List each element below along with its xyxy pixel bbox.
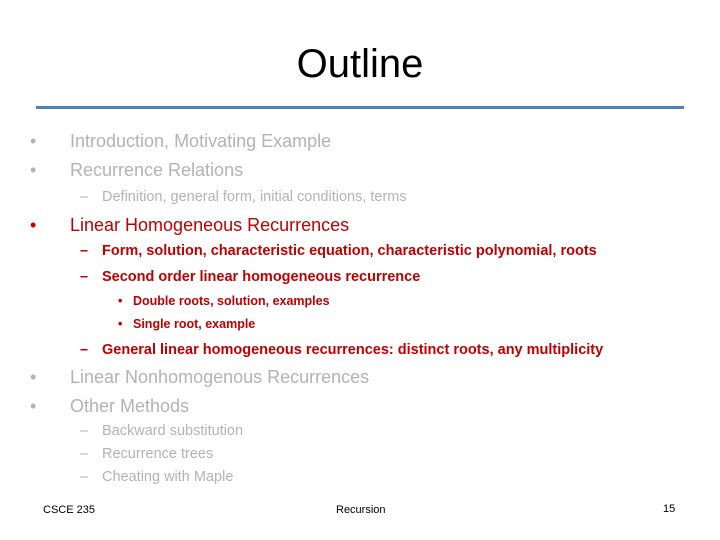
- item-text: Introduction, Motivating Example: [70, 131, 332, 151]
- item-text: Backward substitution: [102, 423, 244, 439]
- bullet-icon: •: [30, 367, 37, 387]
- slide-title: Outline: [296, 42, 424, 86]
- outline-item-linear-homogeneous: [30, 215, 349, 236]
- item-text: Double roots, solution, examples: [133, 294, 330, 308]
- item-text: Second order linear homogeneous recurrence: [102, 269, 421, 285]
- dash-icon: –: [80, 469, 89, 485]
- outline-subitem-second-order: [80, 269, 420, 285]
- dash-icon: –: [80, 423, 89, 439]
- item-text: General linear homogeneous recurrences: distinct roots, any multiplicity: [102, 342, 604, 358]
- bullet-icon: •: [30, 131, 37, 151]
- item-text: Definition, general form, initial conditions, terms: [102, 189, 407, 205]
- footer-topic: Recursion: [336, 504, 386, 516]
- outline-subsubitem-double-roots: [118, 294, 330, 308]
- item-text: Recurrence Relations: [70, 160, 244, 180]
- bullet-icon: •: [118, 294, 123, 308]
- title-underline: [36, 106, 684, 109]
- dash-icon: –: [80, 189, 89, 205]
- outline-subitem-backward-substitution: [80, 423, 243, 439]
- item-text: Linear Homogeneous Recurrences: [70, 215, 350, 235]
- outline-subitem-form-solution: [80, 243, 597, 259]
- dash-icon: –: [80, 269, 89, 285]
- outline-subsubitem-single-root: [118, 317, 255, 331]
- item-text: Other Methods: [70, 396, 190, 416]
- outline-item-other-methods: [30, 396, 189, 417]
- outline-item-recurrence-relations: [30, 160, 243, 181]
- item-text: Linear Nonhomogenous Recurrences: [70, 367, 370, 387]
- footer-course: CSCE 235: [43, 504, 95, 516]
- bullet-icon: •: [30, 396, 37, 416]
- bullet-icon: •: [118, 317, 123, 331]
- outline-subitem-general-linear: [80, 342, 603, 358]
- item-text: Single root, example: [133, 317, 256, 331]
- bullet-icon: •: [30, 160, 37, 180]
- slide-number: 15: [663, 503, 676, 515]
- item-text: Form, solution, characteristic equation, characteristic polynomial, roots: [102, 243, 597, 259]
- dash-icon: –: [80, 446, 89, 462]
- outline-item-introduction: [30, 131, 331, 152]
- outline-item-nonhomogenous: [30, 367, 369, 388]
- bullet-icon: •: [30, 215, 37, 235]
- item-text: Cheating with Maple: [102, 469, 234, 485]
- outline-subitem-maple: [80, 469, 233, 485]
- dash-icon: –: [80, 243, 89, 259]
- item-text: Recurrence trees: [102, 446, 214, 462]
- outline-subitem-recurrence-trees: [80, 446, 213, 462]
- dash-icon: –: [80, 342, 89, 358]
- outline-subitem-definition: [80, 189, 407, 205]
